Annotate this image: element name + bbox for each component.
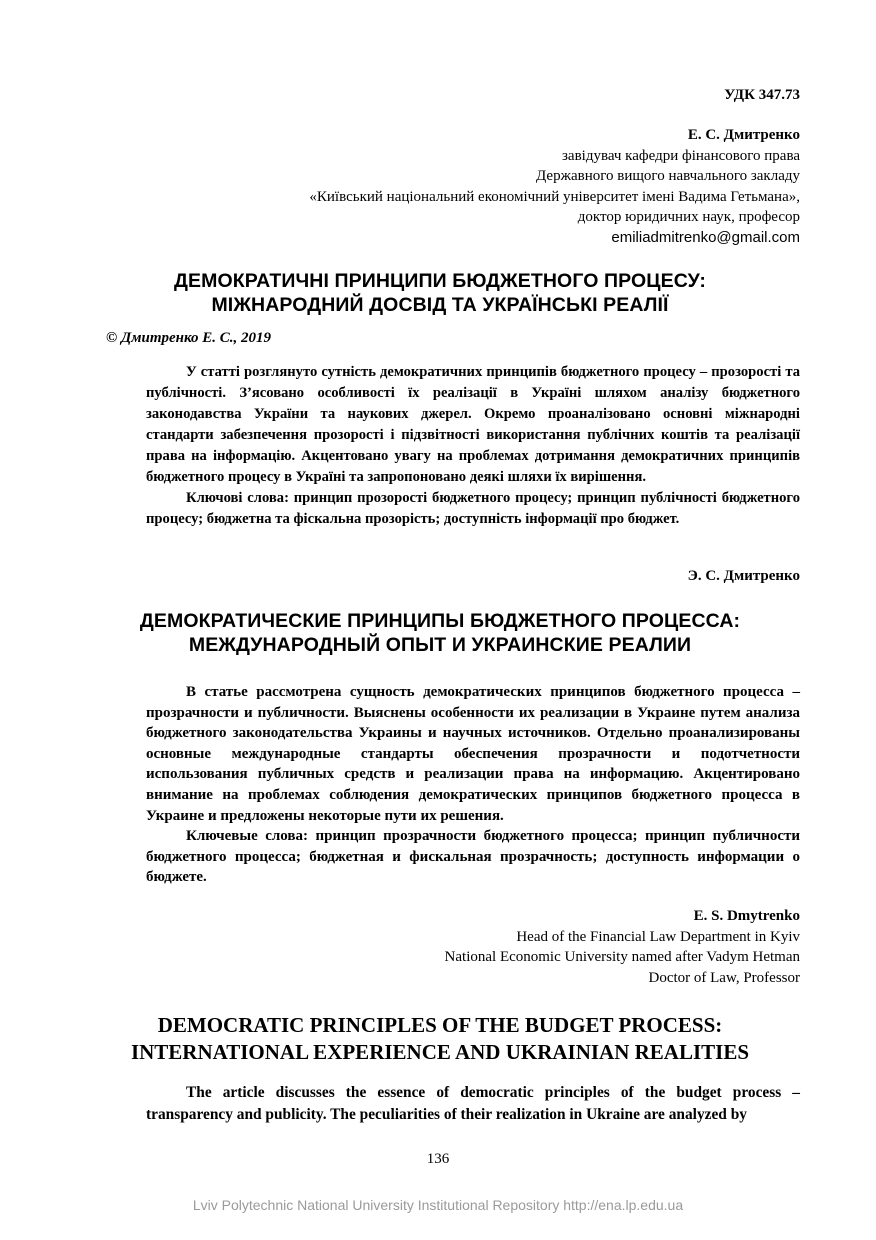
- en-abstract-text: The article discusses the essence of democratic principles of the budget process – transparency and publicity. The peculiarities of their realization in Ukraine are analyzed by: [146, 1084, 800, 1123]
- ru-article-title: [80, 609, 800, 657]
- ua-author-position-line: завідувач кафедри фінансового права: [561, 147, 800, 164]
- en-title-line: INTERNATIONAL EXPERIENCE AND UKRAINIAN REALITIES: [130, 1040, 750, 1064]
- repository-footer[interactable]: Lviv Polytechnic National University Institutional Repository http://ena.lp.edu.ua: [192, 1197, 684, 1213]
- ua-keywords: Ключові слова: принцип прозорості бюджетного процесу; принцип публічності бюджетного процесу; бюджетна та фіскальна прозорість; доступність інформації про бюджет.: [146, 490, 800, 527]
- ua-author-email[interactable]: emiliadmitrenko@gmail.com: [611, 228, 800, 246]
- ru-abstract-text: В статье рассмотрена сущность демократических принципов бюджетного процесса – прозрачности и публичности. Выяснены особенности их реализации в Украине путем анализа бюджетного законодательства Украины и научных источников. Отдельно проанализированы основные международные стандарты обеспечения прозрачности и подотчетности использования публичных средств и реализации права на информацию. Акцентировано внимание на проблемах соблюдения демократических принципов бюджетного процесса в Украине и предложены некоторые пути их решения.: [146, 684, 800, 824]
- en-author-position-line: National Economic University named after Vadym Hetman: [444, 949, 800, 965]
- ua-abstract-text: У статті розглянуто сутність демократичних принципів бюджетного процесу – прозорості та публічності. З’ясовано особливості їх реалізації в Україні шляхом аналізу бюджетного законодавства України та наукових джерел. Окремо проаналізовано основні міжнародні стандарти забезпечення прозорості і підзвітності використання публічних коштів та реалізації права на інформацію. Акцентовано увагу на проблемах дотримання демократичних принципів бюджетного процесу в Україні та запропоновано деякі шляхи їх вирішення.: [146, 364, 800, 485]
- ua-title-line: ДЕМОКРАТИЧНІ ПРИНЦИПИ БЮДЖЕТНОГО ПРОЦЕСУ:: [174, 270, 706, 292]
- ua-author-position-line: «Київський національний економічний університет імені Вадима Гетьмана»,: [309, 188, 800, 205]
- en-author-block: [445, 906, 800, 988]
- ua-abstract: [146, 362, 800, 530]
- ua-title-line: МІЖНАРОДНИЙ ДОСВІД ТА УКРАЇНСЬКІ РЕАЛІЇ: [211, 294, 669, 316]
- ru-title-line: ДЕМОКРАТИЧЕСКИЕ ПРИНЦИПЫ БЮДЖЕТНОГО ПРОЦЕССА:: [139, 610, 741, 632]
- ru-keywords: Ключевые слова: принцип прозрачности бюджетного процесса; принцип публичности бюджетного процесса; бюджетная и фискальная прозрачность; доступность информации о бюджете.: [146, 828, 800, 886]
- en-author-name: E. S. Dmytrenko: [693, 908, 800, 924]
- ru-author-name: Э. С. Дмитренко: [687, 568, 800, 584]
- en-abstract: [146, 1082, 800, 1126]
- ru-abstract: [146, 682, 800, 888]
- ua-author-position-line: Державного вищого навчального закладу: [536, 168, 800, 184]
- copyright-notice: © Дмитренко Е. С., 2019: [106, 330, 272, 346]
- en-author-position-line: Head of the Financial Law Department in Kyiv: [516, 928, 800, 945]
- udc-code: УДК 347.73: [724, 87, 800, 103]
- en-author-position-line: Doctor of Law, Professor: [648, 969, 800, 986]
- ru-title-line: МЕЖДУНАРОДНЫЙ ОПЫТ И УКРАИНСКИЕ РЕАЛИИ: [188, 634, 692, 656]
- ua-author-name: Е. С. Дмитренко: [687, 127, 800, 143]
- ua-article-title: [80, 269, 800, 317]
- ua-author-position-line: доктор юридичних наук, професор: [577, 209, 800, 225]
- page-number: 136: [426, 1151, 450, 1167]
- ua-author-block: [309, 125, 800, 248]
- en-article-title: [80, 1012, 800, 1066]
- en-title-line: DEMOCRATIC PRINCIPLES OF THE BUDGET PROCESS:: [157, 1013, 723, 1037]
